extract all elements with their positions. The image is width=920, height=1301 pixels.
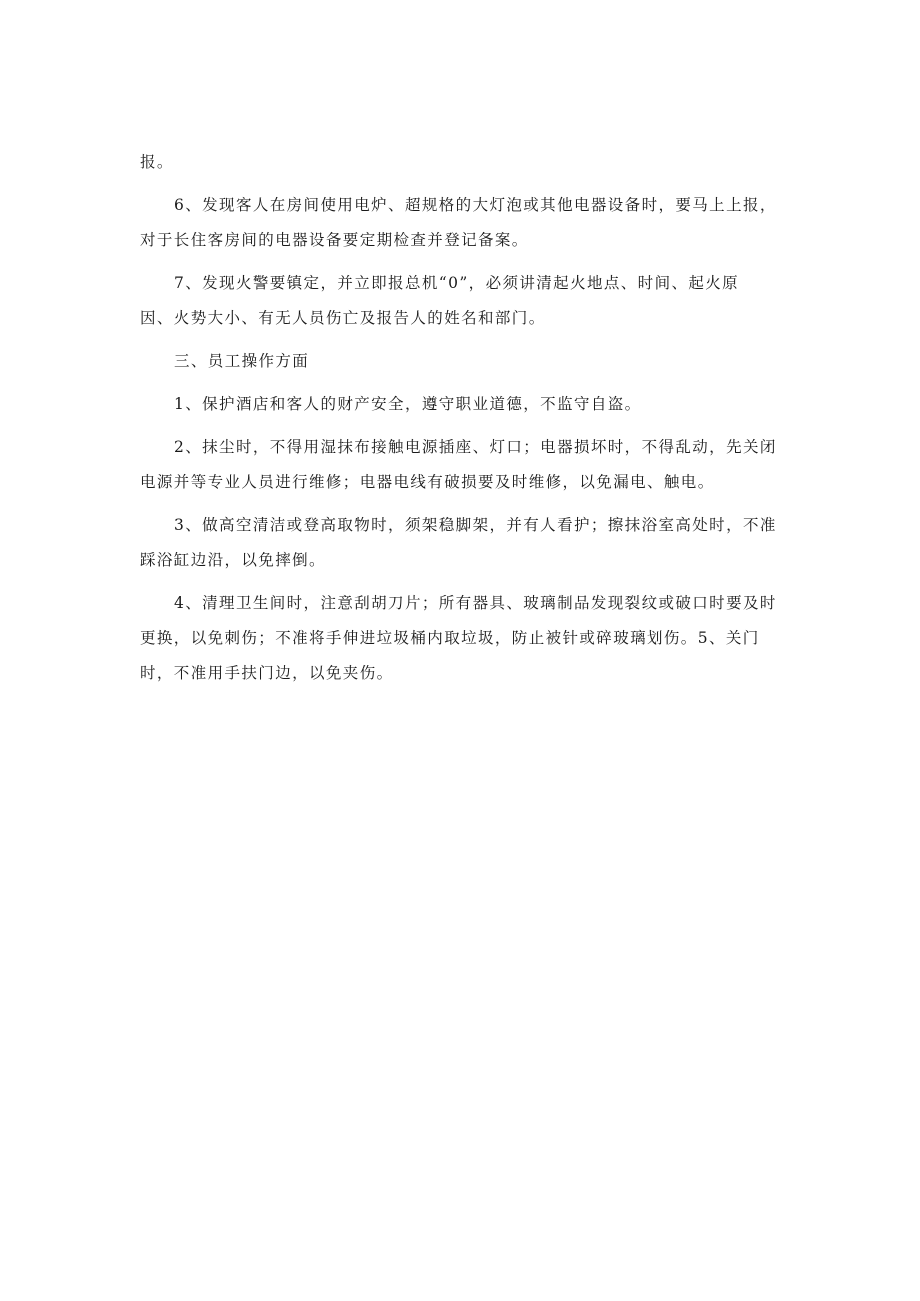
item-2-line-1: 2、抹尘时，不得用湿抹布接触电源插座、灯口；电器损坏时，不得乱动，先关闭 (174, 438, 777, 456)
paragraph-6-line-2: 对于长住客房间的电器设备要定期检查并登记备案。 (140, 231, 529, 249)
item-5-line: 时，不准用手扶门边，以免夹伤。 (140, 664, 394, 682)
document-body (140, 145, 780, 691)
item-3-line-2: 踩浴缸边沿，以免摔倒。 (140, 551, 326, 569)
paragraph-6-line-1: 6、发现客人在房间使用电炉、超规格的大灯泡或其他电器设备时，要马上上报， (174, 196, 777, 214)
paragraph-7-line-2: 因、火势大小、有无人员伤亡及报告人的姓名和部门。 (140, 309, 546, 327)
paragraph-7-line-1: 7、发现火警要镇定，并立即报总机“0”，必须讲清起火地点、时间、起火原 (174, 274, 740, 292)
item-4-line-1: 4、清理卫生间时，注意刮胡刀片；所有器具、玻璃制品发现裂纹或破口时要及时 (174, 594, 777, 612)
item-1-line-1: 1、保护酒店和客人的财产安全，遵守职业道德，不监守自盗。 (174, 395, 642, 413)
item-2-line-2: 电源并等专业人员进行维修；电器电线有破损要及时维修，以免漏电、触电。 (140, 473, 715, 491)
text-line: 报。 (140, 153, 174, 171)
section-heading: 三、员工操作方面 (174, 352, 310, 370)
item-4-line-2: 更换，以免刺伤；不准将手伸进垃圾桶内取垃圾，防止被针或碎玻璃划伤。5、关门 (140, 629, 760, 647)
item-3-line-1: 3、做高空清洁或登高取物时，须架稳脚架，并有人看护；擦抹浴室高处时，不准 (174, 516, 777, 534)
